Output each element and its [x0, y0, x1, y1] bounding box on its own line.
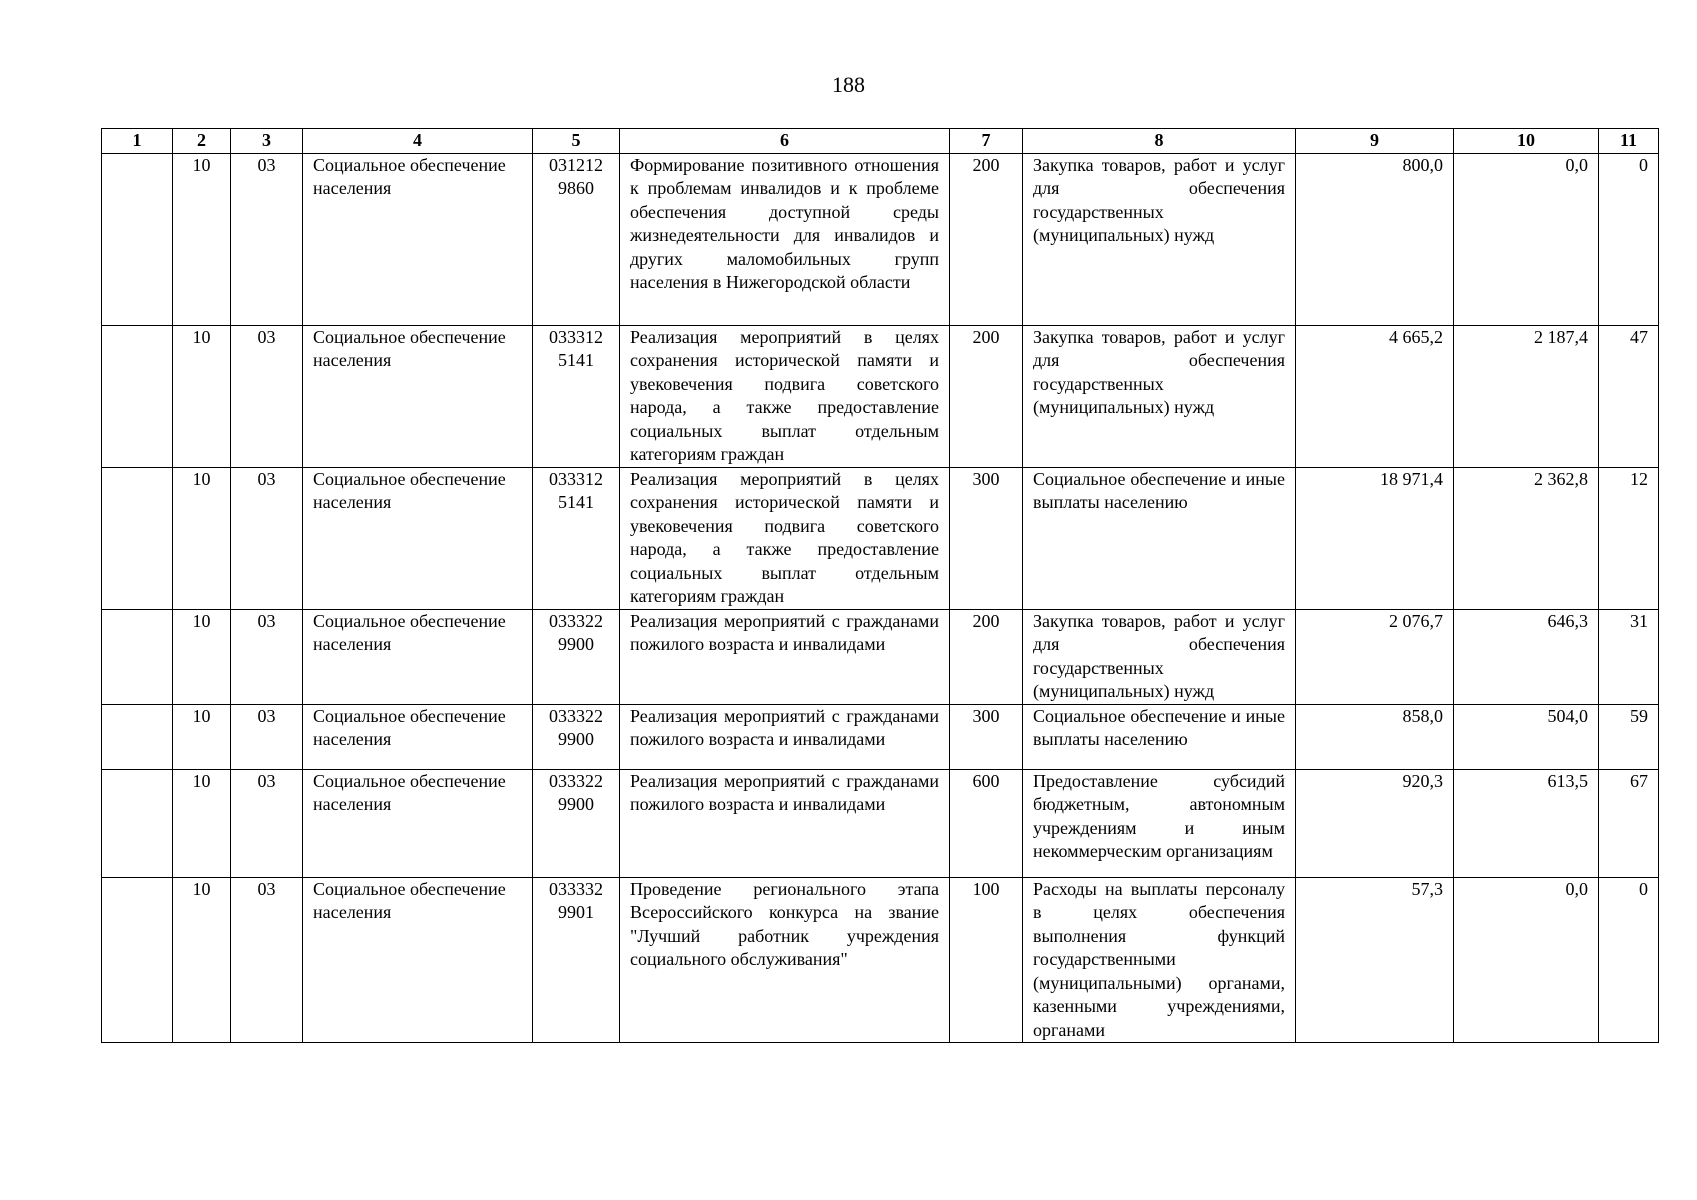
column-header-9: 9 — [1296, 129, 1454, 154]
table-row — [102, 153, 1659, 325]
column-header-5: 5 — [533, 129, 620, 154]
page-number: 188 — [832, 72, 865, 97]
cell-col-9: 920,3 — [1296, 769, 1454, 877]
cell-col-11: 31 — [1599, 609, 1659, 704]
cell-col-8: Социальное обеспечение и иные выплаты населению — [1023, 704, 1296, 769]
cell-col-4: Социальное обеспечение населения — [303, 609, 533, 704]
cell-col-5: 033312 5141 — [533, 325, 620, 467]
cell-col-9: 4 665,2 — [1296, 325, 1454, 467]
column-header-7: 7 — [950, 129, 1023, 154]
cell-col-11: 59 — [1599, 704, 1659, 769]
cell-col-8: Предоставление субсидий бюджетным, автономным учреждениям и иным некоммерческим организациям — [1023, 769, 1296, 877]
cell-col-1 — [102, 153, 173, 325]
cell-col-4: Социальное обеспечение населения — [303, 153, 533, 325]
cell-col-11: 0 — [1599, 153, 1659, 325]
cell-col-8: Социальное обеспечение и иные выплаты населению — [1023, 467, 1296, 609]
cell-col-4: Социальное обеспечение населения — [303, 769, 533, 877]
cell-col-5: 033332 9901 — [533, 877, 620, 1043]
cell-col-3: 03 — [231, 877, 303, 1043]
cell-col-2: 10 — [173, 609, 231, 704]
table-row — [102, 704, 1659, 769]
column-header-8: 8 — [1023, 129, 1296, 154]
cell-col-6: Реализация мероприятий с гражданами пожилого возраста и инвалидами — [620, 769, 950, 877]
cell-col-1 — [102, 467, 173, 609]
cell-col-7: 300 — [950, 704, 1023, 769]
cell-col-6: Реализация мероприятий в целях сохранения исторической памяти и увековечения подвига советского народа, а также предоставление социальных выплат отдельным категориям граждан — [620, 325, 950, 467]
cell-col-9: 2 076,7 — [1296, 609, 1454, 704]
cell-col-9: 858,0 — [1296, 704, 1454, 769]
cell-col-2: 10 — [173, 877, 231, 1043]
cell-col-3: 03 — [231, 769, 303, 877]
cell-col-2: 10 — [173, 467, 231, 609]
cell-col-1 — [102, 769, 173, 877]
cell-col-7: 300 — [950, 467, 1023, 609]
cell-col-1 — [102, 704, 173, 769]
cell-col-9: 800,0 — [1296, 153, 1454, 325]
cell-col-8: Расходы на выплаты персоналу в целях обеспечения выполнения функций государственными (муниципальными) органами, казенными учреждениями, органами — [1023, 877, 1296, 1043]
cell-col-7: 100 — [950, 877, 1023, 1043]
cell-col-10: 613,5 — [1454, 769, 1599, 877]
cell-col-3: 03 — [231, 153, 303, 325]
cell-col-10: 504,0 — [1454, 704, 1599, 769]
cell-col-3: 03 — [231, 704, 303, 769]
column-header-10: 10 — [1454, 129, 1599, 154]
cell-col-1 — [102, 609, 173, 704]
cell-col-6: Реализация мероприятий с гражданами пожилого возраста и инвалидами — [620, 704, 950, 769]
cell-col-3: 03 — [231, 467, 303, 609]
cell-col-5: 031212 9860 — [533, 153, 620, 325]
cell-col-6: Формирование позитивного отношения к проблемам инвалидов и к проблеме обеспечения доступной среды жизнедеятельности для инвалидов и других маломобильных групп населения в Нижегородской области — [620, 153, 950, 325]
cell-col-11: 0 — [1599, 877, 1659, 1043]
cell-col-2: 10 — [173, 704, 231, 769]
cell-col-2: 10 — [173, 769, 231, 877]
cell-col-7: 200 — [950, 325, 1023, 467]
cell-col-7: 200 — [950, 153, 1023, 325]
cell-col-4: Социальное обеспечение населения — [303, 704, 533, 769]
cell-col-1 — [102, 877, 173, 1043]
cell-col-5: 033322 9900 — [533, 704, 620, 769]
table-row — [102, 609, 1659, 704]
cell-col-8: Закупка товаров, работ и услуг для обеспечения государственных (муниципальных) нужд — [1023, 325, 1296, 467]
cell-col-6: Проведение регионального этапа Всероссийского конкурса на звание "Лучший работник учреждения социального обслуживания" — [620, 877, 950, 1043]
column-header-6: 6 — [620, 129, 950, 154]
column-header-2: 2 — [173, 129, 231, 154]
column-header-4: 4 — [303, 129, 533, 154]
cell-col-11: 12 — [1599, 467, 1659, 609]
cell-col-10: 0,0 — [1454, 153, 1599, 325]
budget-table — [101, 128, 1659, 1043]
cell-col-11: 67 — [1599, 769, 1659, 877]
cell-col-9: 18 971,4 — [1296, 467, 1454, 609]
cell-col-3: 03 — [231, 325, 303, 467]
cell-col-5: 033312 5141 — [533, 467, 620, 609]
table-row — [102, 769, 1659, 877]
cell-col-4: Социальное обеспечение населения — [303, 467, 533, 609]
column-header-11: 11 — [1599, 129, 1659, 154]
column-header-3: 3 — [231, 129, 303, 154]
cell-col-6: Реализация мероприятий с гражданами пожилого возраста и инвалидами — [620, 609, 950, 704]
cell-col-9: 57,3 — [1296, 877, 1454, 1043]
table-row — [102, 467, 1659, 609]
column-header-1: 1 — [102, 129, 173, 154]
cell-col-2: 10 — [173, 153, 231, 325]
cell-col-8: Закупка товаров, работ и услуг для обеспечения государственных (муниципальных) нужд — [1023, 609, 1296, 704]
cell-col-8: Закупка товаров, работ и услуг для обеспечения государственных (муниципальных) нужд — [1023, 153, 1296, 325]
cell-col-4: Социальное обеспечение населения — [303, 325, 533, 467]
cell-col-7: 600 — [950, 769, 1023, 877]
cell-col-4: Социальное обеспечение населения — [303, 877, 533, 1043]
cell-col-1 — [102, 325, 173, 467]
table-row — [102, 877, 1659, 1043]
cell-col-6: Реализация мероприятий в целях сохранения исторической памяти и увековечения подвига советского народа, а также предоставление социальных выплат отдельным категориям граждан — [620, 467, 950, 609]
cell-col-5: 033322 9900 — [533, 769, 620, 877]
cell-col-10: 646,3 — [1454, 609, 1599, 704]
cell-col-5: 033322 9900 — [533, 609, 620, 704]
table-header-row — [102, 129, 1659, 154]
table-body — [102, 153, 1659, 1043]
cell-col-7: 200 — [950, 609, 1023, 704]
table-row — [102, 325, 1659, 467]
cell-col-10: 2 187,4 — [1454, 325, 1599, 467]
cell-col-10: 2 362,8 — [1454, 467, 1599, 609]
cell-col-10: 0,0 — [1454, 877, 1599, 1043]
cell-col-2: 10 — [173, 325, 231, 467]
cell-col-11: 47 — [1599, 325, 1659, 467]
cell-col-3: 03 — [231, 609, 303, 704]
